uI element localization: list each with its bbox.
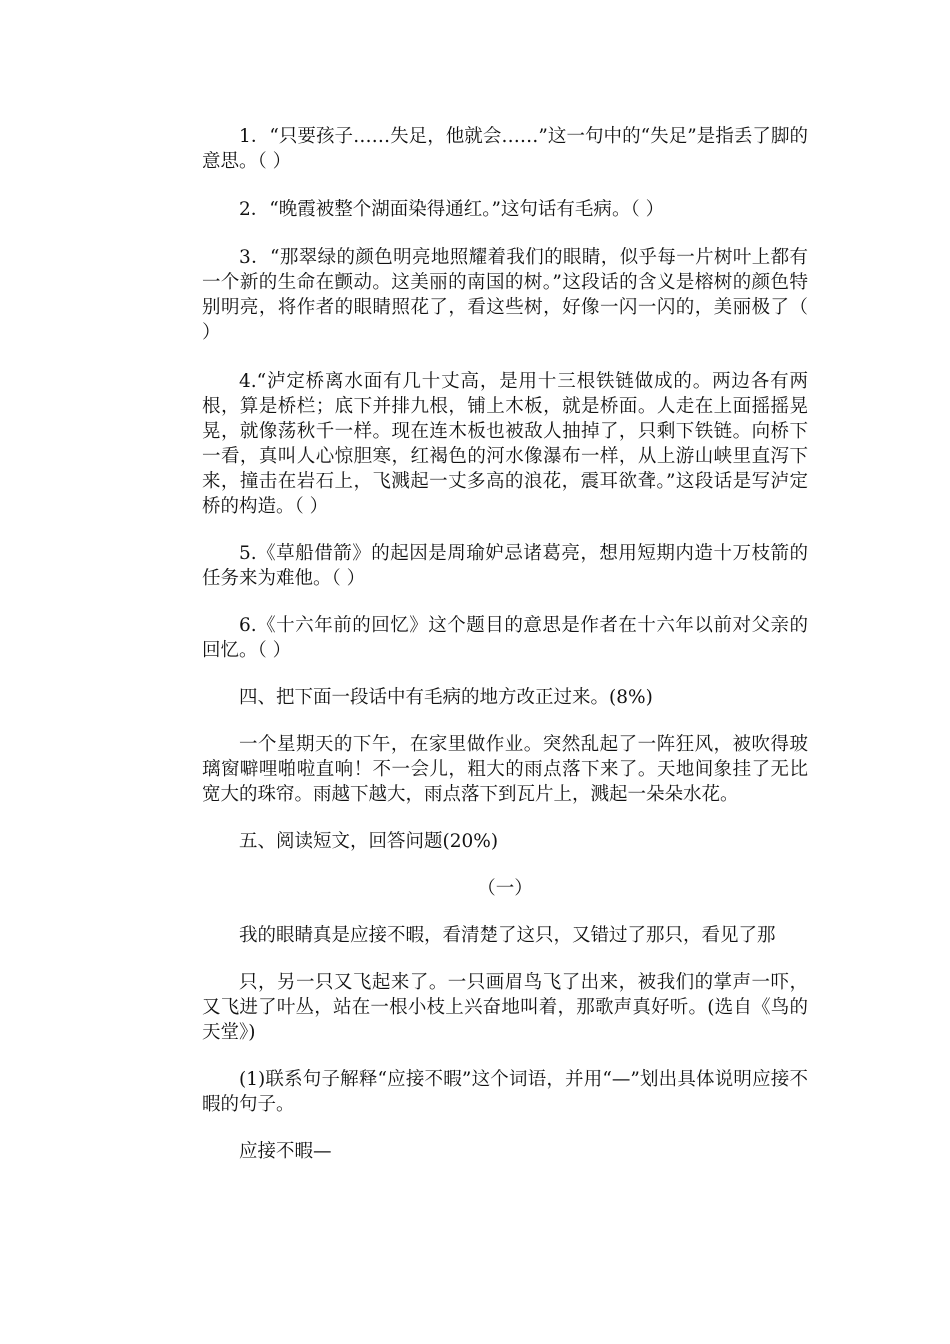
- question-1: (1)联系句子解释“应接不暇”这个词语，并用“—”划出具体说明应接不暇的句子。: [202, 1069, 808, 1115]
- section-4-text: 一个星期天的下午，在家里做作业。突然乱起了一阵狂风，被吹得玻璃窗噼哩啪啦直响！不一会儿，粗大的雨点落下来了。天地间象挂了无比宽大的珠帘。雨越下越大，雨点落下到瓦片上，溅起一朵朵水花。: [202, 734, 808, 805]
- item-2: 2．“晚霞被整个湖面染得通红。”这句话有毛病。（ ）: [239, 199, 665, 220]
- answer-line: 应接不暇—: [239, 1141, 332, 1162]
- item-1: 1．“只要孩子……失足，他就会……”这一句中的“失足”是指丢了脚的意思。（ ）: [202, 126, 808, 172]
- passage-line-1: 我的眼睛真是应接不暇，看清楚了这只，又错过了那只，看见了那: [239, 925, 776, 946]
- item-6: 6.《十六年前的回忆》这个题目的意思是作者在十六年以前对父亲的回忆。（ ）: [202, 615, 808, 661]
- section-5-heading: 五、阅读短文，回答问题(20%): [239, 831, 499, 852]
- section-5-part: （一）: [477, 878, 533, 899]
- passage-line-2: 只，另一只又飞起来了。一只画眉鸟飞了出来，被我们的掌声一吓，又飞进了叶丛，站在一根小枝上兴奋地叫着，那歌声真好听。(选自《鸟的天堂》): [202, 972, 808, 1043]
- section-4-heading: 四、把下面一段话中有毛病的地方改正过来。(8%): [239, 687, 653, 708]
- item-5: 5.《草船借箭》的起因是周瑜妒忌诸葛亮，想用短期内造十万枝箭的任务来为难他。（ ）: [202, 543, 808, 589]
- item-3: 3．“那翠绿的颜色明亮地照耀着我们的眼睛，似乎每一片树叶上都有一个新的生命在颤动。这美丽的南国的树。”这段话的含义是榕树的颜色特别明亮，将作者的眼睛照花了，看这些树，好像一闪一闪的，美丽极了（ ）: [202, 247, 808, 343]
- document-page: [202, 118, 808, 1164]
- item-4: 4.“泸定桥离水面有几十丈高，是用十三根铁链做成的。两边各有两根，算是桥栏；底下并排九根，铺上木板，就是桥面。人走在上面摇摇晃晃，就像荡秋千一样。现在连木板也被敌人抽掉了，只剩下铁链。向桥下一看，真叫人心惊胆寒，红褐色的河水像瀑布一样，从上游山峡里直泻下来，撞击在岩石上，飞溅起一丈多高的浪花，震耳欲聋。”这段话是写泸定桥的构造。（ ）: [202, 371, 808, 517]
